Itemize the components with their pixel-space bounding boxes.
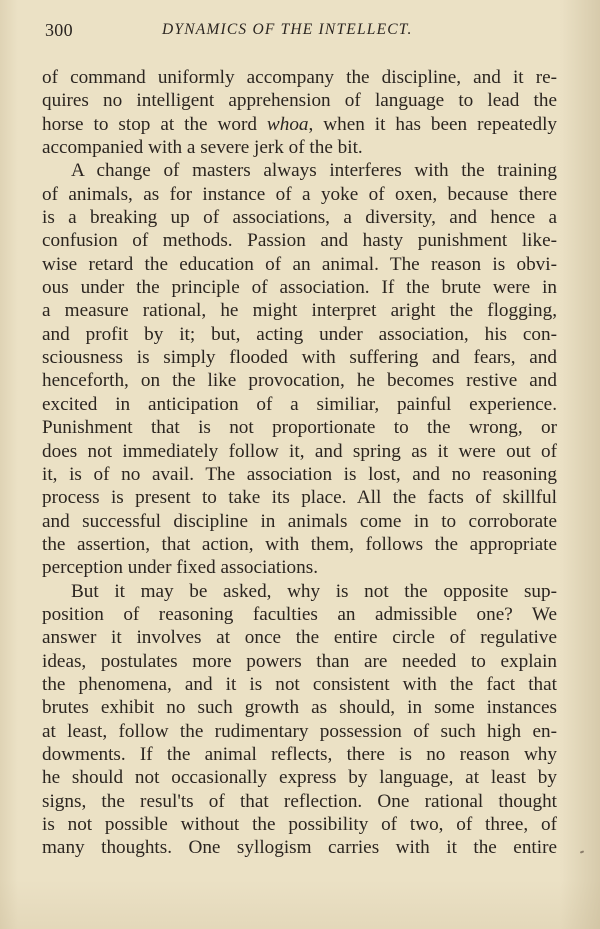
text-line: many thoughts. One syllogism carries with it the entire <box>42 837 557 859</box>
text-line: confusion of methods. Passion and hasty punishment like- <box>42 230 557 252</box>
text-line: position of reasoning faculties an admissible one? We <box>42 603 557 625</box>
text-line: the assertion, that action, with them, follows the appropriate <box>42 533 557 555</box>
text-line: is not possible without the possibility of two, of three, of <box>42 814 557 835</box>
text-line: quires no intelligent apprehension of language to lead the <box>42 90 557 112</box>
text-line: he should not occasionally express by language, at least by <box>42 767 557 789</box>
body-text <box>42 66 557 860</box>
text-line: signs, the resul'ts of that reflection. One rational thought <box>42 790 557 812</box>
text-line: is a breaking up of associations, a diversity, and hence a <box>42 207 557 229</box>
running-title: DYNAMICS OF THE INTELLECT. <box>162 21 413 38</box>
text-line: at least, follow the rudimentary possession of such high en- <box>42 720 557 742</box>
text-line: wise retard the education of an animal. The reason is obvi- <box>42 253 557 275</box>
text-line: process is present to take its place. All the facts of skillful <box>42 487 557 509</box>
text-line: accompanied with a severe jerk of the bit. <box>42 137 363 159</box>
text-line: answer it involves at once the entire circle of regulative <box>42 627 557 649</box>
text-line: of animals, as for instance of a yoke of oxen, because there <box>42 183 557 205</box>
text-line: a measure rational, he might interpret aright the flogging, <box>42 300 557 322</box>
text-line: the phenomena, and it is not consistent with the fact that <box>42 673 557 695</box>
text-line: dowments. If the animal reflects, there is no reason why <box>42 743 557 765</box>
text-line: henceforth, on the like provocation, he becomes restive and <box>42 370 557 392</box>
text-line: of command uniformly accompany the discipline, and it re- <box>42 67 557 88</box>
text-line: ous under the principle of association. If the brute were in <box>42 277 557 299</box>
text-line: sciousness is simply flooded with suffering and fears, and <box>42 347 557 369</box>
text-fragment: horse to stop at the word <box>42 113 267 135</box>
text-fragment: , when it has been repeatedly <box>308 113 557 135</box>
paragraph-first-line: But it may be asked, why is not the opposite sup- <box>71 580 557 602</box>
text-line: Punishment that is not proportionate to the wrong, or <box>42 417 557 439</box>
paragraph-first-line: A change of masters always interferes with the training <box>71 160 557 182</box>
page-number: 300 <box>45 20 73 40</box>
text-line: perception under fixed associations. <box>42 557 318 579</box>
text-line: and successful discipline in animals come in to corroborate <box>42 510 557 532</box>
paper-speck <box>580 850 584 853</box>
text-line: and profit by it; but, acting under association, his con- <box>42 323 557 345</box>
text-line: does not immediately follow it, and spring as it were out of <box>42 440 557 462</box>
running-head <box>45 20 555 44</box>
text-line: it, is of no avail. The association is lost, and no reasoning <box>42 463 557 485</box>
text-line: excited in anticipation of a similiar, painful experience. <box>42 393 557 415</box>
text-line <box>42 113 557 136</box>
text-line: brutes exhibit no such growth as should, in some instances <box>42 697 557 719</box>
italic-word: whoa <box>266 113 309 135</box>
text-line: ideas, postulates more powers than are needed to explain <box>42 650 557 672</box>
